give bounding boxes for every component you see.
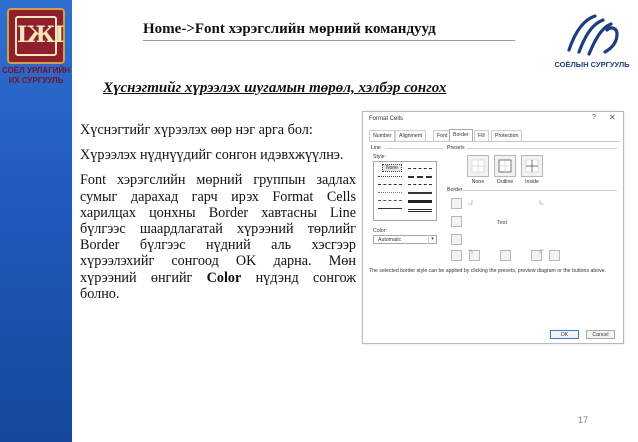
style-dotted-option[interactable]	[378, 176, 402, 177]
preset-inside-button[interactable]	[521, 155, 543, 177]
preset-outline-label: Outline	[496, 179, 514, 185]
line-group-label: Line	[371, 145, 381, 151]
emblem-frame	[15, 16, 64, 56]
presets-group-rule	[467, 148, 617, 149]
style-medium-option[interactable]	[408, 192, 432, 194]
style-medium-dashed-option[interactable]	[408, 176, 432, 178]
close-button[interactable]: ✕	[609, 113, 616, 122]
tab-font[interactable]: Font	[433, 130, 451, 141]
slide-subtitle: Хүснэгтийг хүрээлэх шугамын төрөл, хэлбэр сонгох	[103, 80, 447, 96]
border-diagonal-down-button[interactable]	[549, 250, 560, 261]
style-medium-dashdot-option[interactable]	[408, 168, 432, 169]
border-group-label: Border	[447, 187, 463, 193]
preview-text: Text	[497, 220, 508, 226]
border-top-button[interactable]	[451, 198, 462, 209]
style-hair-option[interactable]	[378, 192, 402, 193]
title-underline-rule	[143, 40, 515, 41]
page-number: 17	[578, 415, 589, 425]
slide-title: Home->Font хэрэгслийн мөрний командууд	[143, 21, 436, 37]
style-label: Style:	[373, 154, 386, 160]
preset-outline-button[interactable]	[494, 155, 516, 177]
format-cells-dialog	[362, 111, 624, 344]
school-logo-icon	[565, 12, 621, 58]
border-middle-button[interactable]	[451, 216, 462, 227]
tab-protection[interactable]: Protection	[491, 130, 522, 141]
border-info-text: The selected border style can be applied by clicking the presets, preview diagram or the buttons above.	[369, 268, 607, 274]
style-thick-option[interactable]	[408, 200, 432, 203]
chevron-down-icon: ▾	[428, 235, 436, 244]
line-group-rule	[385, 148, 443, 149]
preset-inside-label: Inside	[525, 179, 539, 185]
line-style-list[interactable]	[373, 161, 437, 221]
color-label: Color:	[373, 228, 387, 234]
preset-outline-icon	[495, 156, 515, 176]
left-logo-text-line1: СОЁЛ УРЛАГИЙН	[2, 66, 70, 75]
style-double-option[interactable]	[408, 209, 432, 212]
dialog-title: Format Cells	[369, 116, 404, 122]
preset-none-button[interactable]	[467, 155, 489, 177]
border-diagonal-up-button[interactable]	[451, 250, 462, 261]
style-thin-option[interactable]	[378, 208, 402, 209]
body-text-block	[80, 122, 356, 302]
body-paragraph-1: Хүснэгтийг хүрээлэх өөр нэг арга бол:	[80, 122, 313, 138]
style-slanted-option[interactable]	[408, 184, 432, 185]
border-group-rule	[463, 190, 617, 191]
ok-button[interactable]: OK	[550, 330, 579, 339]
body-paragraph-2: Хүрээлэх нүднүүдийг сонгон идэвхжүүлнэ.	[80, 147, 344, 164]
border-bottom-button[interactable]	[451, 234, 462, 245]
preset-none-label: None	[471, 179, 485, 185]
style-none-option[interactable]: None	[382, 164, 402, 172]
body-paragraph-3-text-a: Font хэрэгслийн мөрний группын задлах сумыг дарахад гарч ирэх Format Cells харилцах цонхны Border хавтасны Line бүлгээс шаардлагатай хүрээний төрлийг Border бүлгээс нүдний аль хэсгээр хүрээлэхийг сонгоод OK дарна. Мөн хүрээний өнгийг	[80, 172, 356, 286]
left-logo-text-line2: ИХ СУРГУУЛЬ	[8, 76, 64, 85]
body-paragraph-3-text-b: нүдэнд сонгож болно.	[80, 269, 356, 302]
color-dropdown-value: Automatic	[378, 237, 402, 243]
tab-divider	[369, 141, 619, 142]
style-dashdot-option[interactable]	[378, 200, 402, 201]
left-brand-bar	[0, 0, 72, 442]
emblem-glyph-icon: IЖI	[17, 22, 64, 48]
preset-none-icon	[468, 156, 488, 176]
body-paragraph-3	[80, 172, 356, 302]
tab-number[interactable]: Number	[369, 130, 395, 141]
presets-group-label: Presets	[447, 145, 465, 151]
tab-alignment[interactable]: Alignment	[395, 130, 426, 141]
color-keyword: Color	[206, 269, 242, 286]
tab-border[interactable]: Border	[449, 129, 473, 141]
style-dashed-option[interactable]	[378, 184, 402, 185]
right-logo-text: СОЁЛЫН СУРГУУЛЬ	[554, 60, 630, 69]
border-preview-diagram[interactable]	[466, 198, 546, 256]
cancel-button[interactable]: Cancel	[586, 330, 615, 339]
tab-fill[interactable]: Fill	[474, 130, 489, 141]
color-dropdown[interactable]	[373, 235, 437, 244]
preset-inside-icon	[522, 156, 542, 176]
university-logo-emblem	[7, 8, 65, 64]
help-button[interactable]: ?	[592, 114, 596, 121]
